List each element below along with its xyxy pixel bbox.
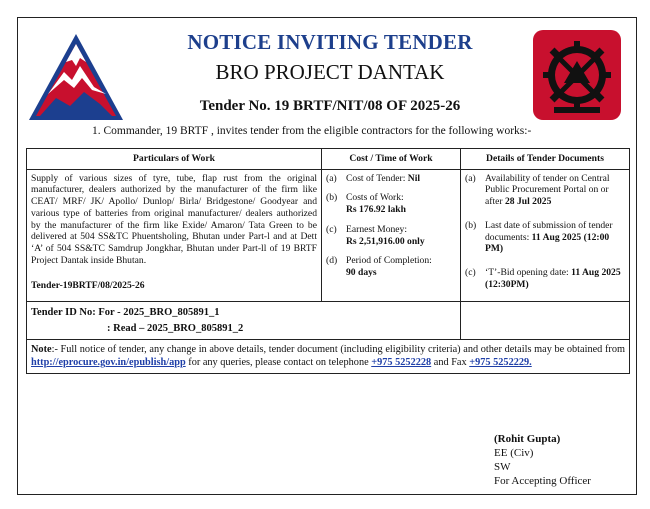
tender-id-line: Tender ID No: For - 2025_BRO_805891_1 [31, 307, 220, 319]
mountain-logo-icon [26, 32, 126, 122]
detail-item: (b) Last date of submission of tender documents: 11 Aug 2025 (12:00 PM) [465, 219, 613, 255]
empty-cell [461, 302, 630, 339]
tender-id-line: : Read – 2025_BRO_805891_2 [107, 322, 244, 334]
eprocure-link[interactable]: http://eprocure.gov.in/epublish/app [31, 357, 186, 369]
telephone-link[interactable]: +975 5252228 [371, 357, 432, 369]
work-description: Supply of various sizes of tyre, tube, flap rust from the original manufacturer, dealers authorized by the manufacturer of the firm like CEAT/ MRF/ JK/ Apollo/ Dunlop/ Birla/ Bridgestone/ Goodyear and various type of batteries from original manufacturer/ dealers authorized by the manufacturer of the firm like Exide/ Amaron/ Tata Green to be delivered at 504 SS&TC Phuentsholing, Bhutan under Part-l and at Dett ‘A’ of 504 SS&TC Samdrup Jongkhar, Bhutan under Part-ll of 19 BRTF Project Dantak inside Bhutan. [31, 172, 317, 266]
signature-block [494, 432, 591, 488]
tender-id-cell [27, 302, 461, 339]
notice-title: NOTICE INVITING TENDER [187, 30, 473, 54]
cost-item: (c) Earnest Money: Rs 2,51,916.00 only [326, 223, 425, 247]
detail-item: (c) ‘T’-Bid opening date: 11 Aug 2025 (12:30PM) [465, 266, 621, 290]
bro-emblem-icon [532, 29, 622, 121]
cost-item: (b) Costs of Work: Rs 176.92 lakh [326, 192, 406, 216]
tender-number: Tender No. 19 BRTF/NIT/08 OF 2025-26 [199, 98, 461, 114]
details-cell [461, 169, 630, 302]
note-cell: Note:- Full notice of tender, any change in above details, tender document (including eligibility criteria) and other details may be obtained from http://eprocure.gov.in/epublish/app for any queries, please contact on telephone +975 5252228 and Fax +975 5252229. [27, 339, 630, 373]
cost-item: (a) Cost of Tender: Nil [326, 172, 421, 184]
signatory-for: For Accepting Officer [494, 475, 591, 487]
header-particulars: Particulars of Work [27, 149, 322, 170]
tender-id-row [27, 302, 630, 339]
cost-cell [322, 169, 461, 302]
particulars-cell [27, 169, 322, 302]
table-header-row [27, 149, 630, 170]
header-details: Details of Tender Documents [461, 149, 630, 170]
signatory-name: (Rohit Gupta) [494, 433, 561, 445]
cost-item: (d) Period of Completion: 90 days [326, 255, 432, 278]
tender-reference: Tender-19BRTF/08/2025-26 [31, 280, 145, 292]
tender-table [26, 148, 630, 374]
note-label: Note [31, 343, 52, 355]
signatory-rank: EE (Civ) [494, 447, 534, 459]
intro-paragraph: 1. Commander, 19 BRTF , invites tender from the eligible contractors for the following works:- [92, 125, 532, 137]
note-row [27, 339, 630, 373]
signatory-role: SW [494, 461, 511, 473]
project-name: BRO PROJECT DANTAK [215, 60, 445, 84]
header-cost-time: Cost / Time of Work [322, 149, 461, 170]
detail-item: (a) Availability of tender on Central Public Procurement Portal on or after 28 Jul 2025 [465, 172, 610, 208]
fax-link[interactable]: +975 5252229. [469, 357, 532, 369]
table-row [27, 169, 630, 302]
